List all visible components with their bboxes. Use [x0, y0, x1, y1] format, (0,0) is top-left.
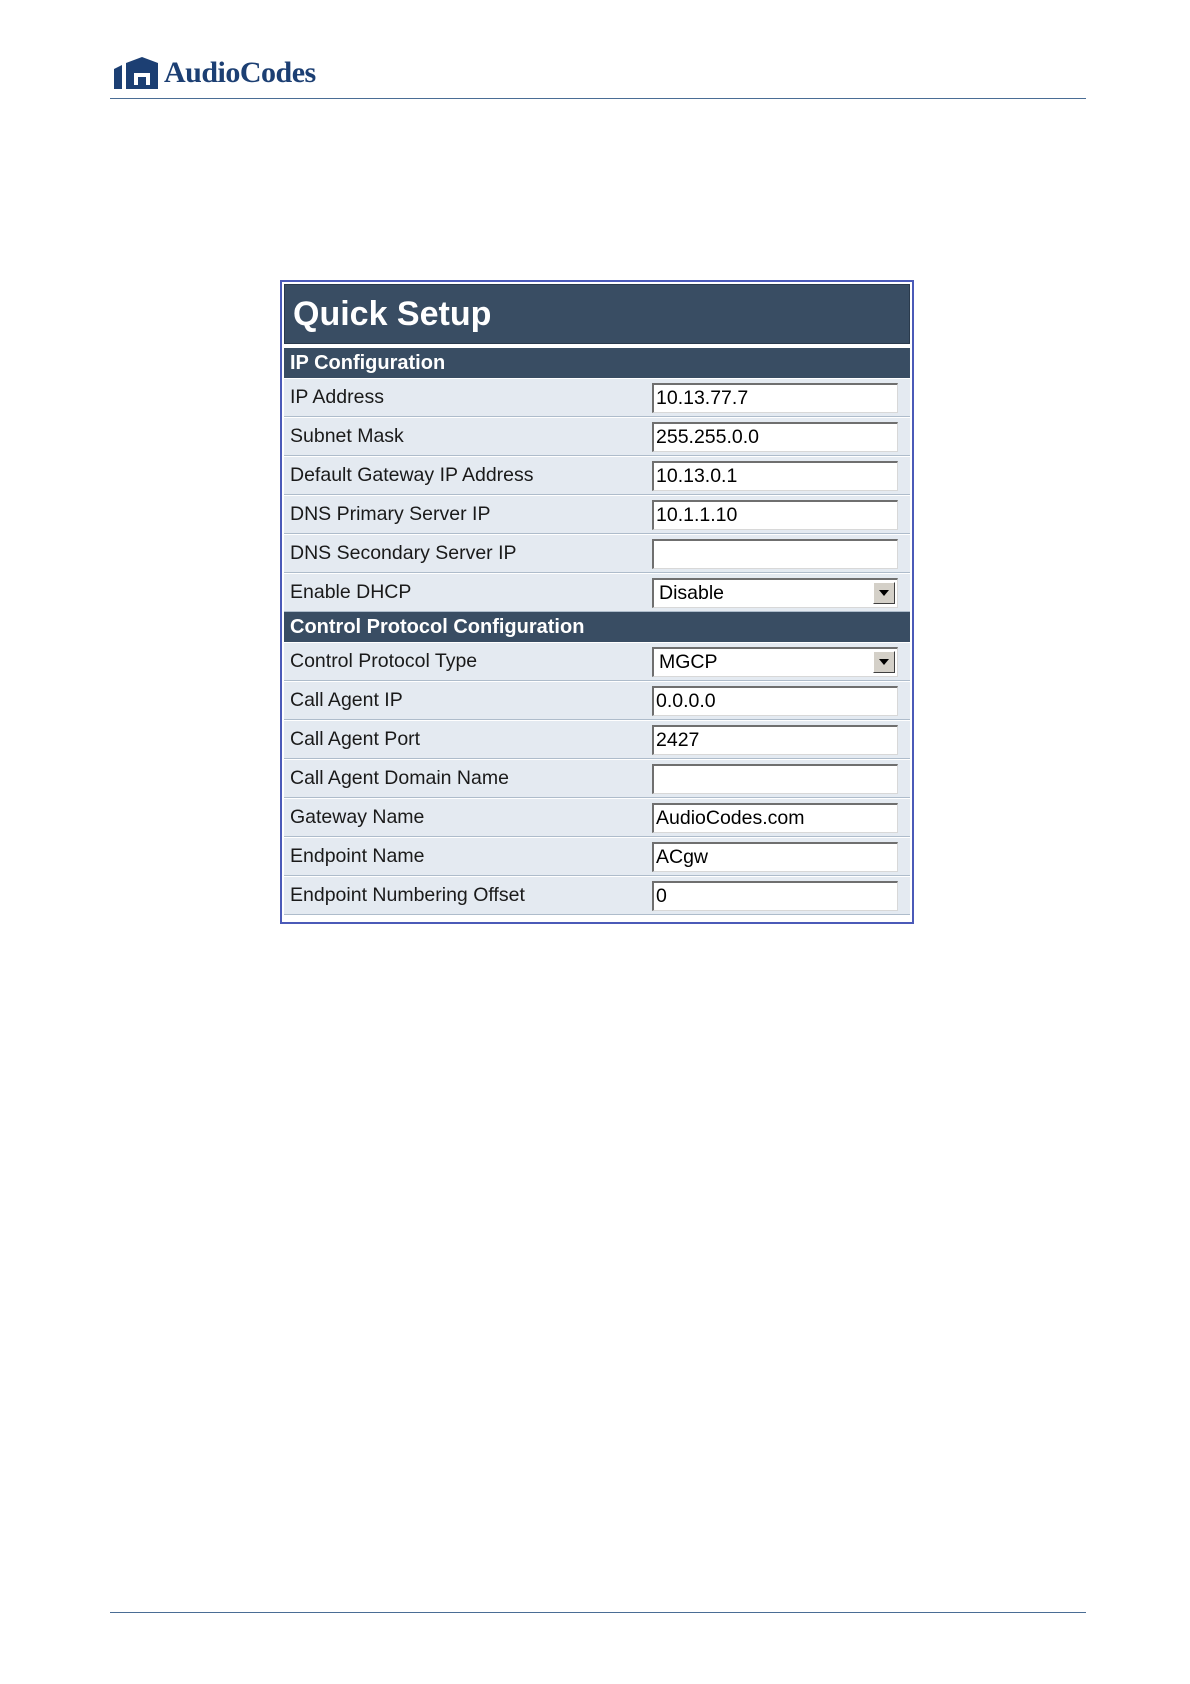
text-input[interactable]: ACgw — [652, 842, 898, 872]
field-label: Endpoint Numbering Offset — [290, 884, 525, 906]
quick-setup-panel — [280, 280, 914, 924]
text-input[interactable] — [652, 539, 898, 569]
header-divider — [110, 98, 1086, 99]
audiocodes-logo-icon — [112, 55, 160, 91]
text-input[interactable]: 10.13.77.7 — [652, 383, 898, 413]
form-row — [284, 759, 910, 798]
field-label: Endpoint Name — [290, 845, 425, 867]
form-row — [284, 681, 910, 720]
chevron-down-icon[interactable] — [873, 582, 895, 604]
field-label: Gateway Name — [290, 806, 425, 828]
form-row — [284, 573, 910, 612]
section-heading: IP Configuration — [284, 348, 910, 378]
form-row — [284, 495, 910, 534]
selected-value: MGCP — [659, 650, 718, 673]
selected-value: Disable — [659, 581, 725, 604]
form-row — [284, 534, 910, 573]
text-input[interactable]: 0 — [652, 881, 898, 911]
field-label: Call Agent IP — [290, 689, 403, 711]
footer-divider — [110, 1612, 1086, 1613]
form-row — [284, 798, 910, 837]
field-label: Subnet Mask — [290, 425, 404, 447]
sections-container — [284, 348, 910, 915]
header-logo — [112, 54, 316, 92]
text-input[interactable] — [652, 764, 898, 794]
dropdown-select[interactable] — [652, 578, 898, 608]
field-label: IP Address — [290, 386, 384, 408]
form-row — [284, 720, 910, 759]
panel-title: Quick Setup — [284, 284, 910, 344]
text-input[interactable]: 255.255.0.0 — [652, 422, 898, 452]
form-row — [284, 456, 910, 495]
field-label: Call Agent Domain Name — [290, 767, 509, 789]
field-label: Call Agent Port — [290, 728, 421, 750]
dropdown-select[interactable] — [652, 647, 898, 677]
field-label: DNS Secondary Server IP — [290, 542, 517, 564]
form-row — [284, 837, 910, 876]
field-label: Control Protocol Type — [290, 650, 478, 672]
form-row — [284, 378, 910, 417]
logo-text: AudioCodes — [164, 56, 316, 89]
text-input[interactable]: AudioCodes.com — [652, 803, 898, 833]
text-input[interactable]: 2427 — [652, 725, 898, 755]
form-row — [284, 417, 910, 456]
chevron-down-icon[interactable] — [873, 651, 895, 673]
text-input[interactable]: 10.1.1.10 — [652, 500, 898, 530]
field-label: DNS Primary Server IP — [290, 503, 491, 525]
text-input[interactable]: 10.13.0.1 — [652, 461, 898, 491]
form-row — [284, 642, 910, 681]
field-label: Enable DHCP — [290, 581, 412, 603]
field-label: Default Gateway IP Address — [290, 464, 534, 486]
text-input[interactable]: 0.0.0.0 — [652, 686, 898, 716]
form-row — [284, 876, 910, 915]
section-heading: Control Protocol Configuration — [284, 612, 910, 642]
